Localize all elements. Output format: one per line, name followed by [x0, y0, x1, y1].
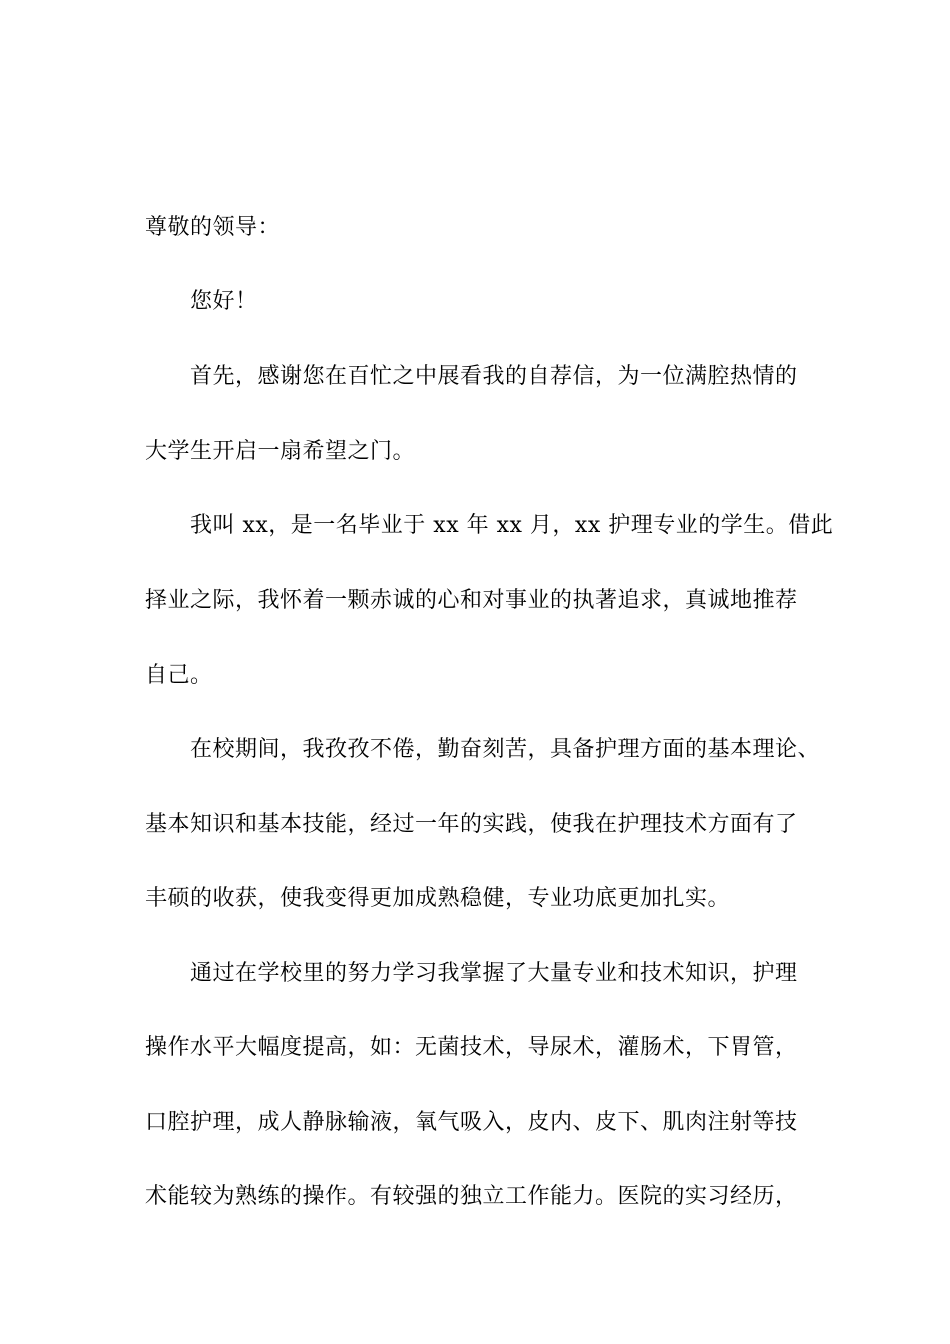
paragraph-line: 基本知识和基本技能，经过一年的实践，使我在护理技术方面有了: [145, 812, 798, 837]
paragraph-line: 操作水平大幅度提高，如：无菌技术，导尿术，灌肠术，下胃管，: [145, 1035, 798, 1060]
paragraph-line: 口腔护理，成人静脉输液，氧气吸入，皮内、皮下、肌肉注射等技: [145, 1110, 798, 1135]
paragraph-line: 在校期间，我孜孜不倦，勤奋刻苦，具备护理方面的基本理论、: [190, 737, 821, 762]
paragraph-line: 丰硕的收获，使我变得更加成熟稳健，专业功底更加扎实。: [145, 886, 731, 911]
paragraph-line: 自己。: [145, 663, 213, 688]
paragraph-line: 大学生开启一扇希望之门。: [145, 439, 416, 464]
paragraph-line: 择业之际，我怀着一颗赤诚的心和对事业的执著追求，真诚地推荐: [145, 588, 798, 613]
salutation: 尊敬的领导：: [145, 215, 281, 240]
greeting: 您好！: [190, 289, 258, 314]
paragraph-line: 术能较为熟练的操作。有较强的独立工作能力。医院的实习经历，: [145, 1184, 798, 1209]
paragraph-line: 我叫 xx，是一名毕业于 xx 年 xx 月，xx 护理专业的学生。借此: [190, 513, 834, 538]
paragraph-line: 通过在学校里的努力学习我掌握了大量专业和技术知识，护理: [190, 961, 798, 986]
paragraph-line: 首先，感谢您在百忙之中展看我的自荐信，为一位满腔热情的: [190, 364, 798, 389]
